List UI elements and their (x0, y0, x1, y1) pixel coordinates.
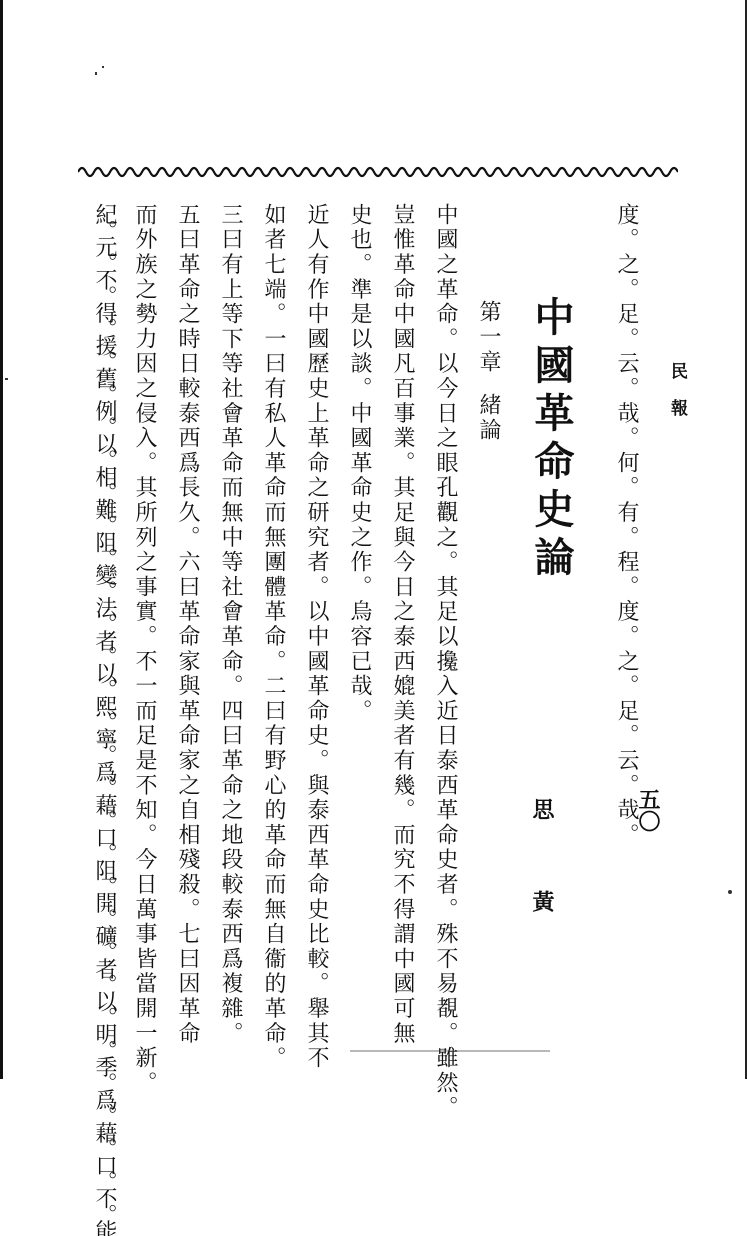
scan-speck (728, 890, 732, 894)
text-column: 豈惟革命中國凡百事業。其足與今日之泰西媲美者有幾。而究不得謂中國可無 (390, 203, 415, 1047)
chapter-heading (477, 300, 499, 443)
text-column: 三曰有上等下等社會革命而無中等社會革命。四曰革命之地段較泰西爲複雜。 (218, 203, 243, 1047)
scan-speck (95, 72, 97, 75)
continued-text: 度。之。足。云。哉。何。有。程。度。之。足。云。哉。 (614, 203, 639, 848)
text-column: 而外族之勢力因之侵入。其所列之事實。不一而足是不知。今日萬事皆當開一新。 (132, 203, 157, 1096)
chapter-name: 緒論 (476, 393, 501, 443)
scan-speck (102, 66, 104, 68)
text-column: 紀。元。不。得。援。舊。例。以。相。難。阻。變。法。者。以。熙。寧。爲。藉。口。阻。開。礦。者。以。明。季。爲。藉。口。不。能 (92, 203, 117, 1236)
page-left-edge (0, 0, 3, 1079)
journal-name: 民報 (667, 362, 687, 436)
text-column: 史也。準是以談。中國革命史之作。烏容已哉。 (347, 203, 372, 724)
page-number: 五〇 (635, 788, 661, 832)
text-column: 中國之革命。以今日之眼孔觀之。其足以攙入近日泰西革命史者。殊不易覩。雖然。 (433, 203, 458, 1121)
wavy-separator (78, 160, 678, 184)
text-column: 如者七端。一曰有私人革命而無團體革命。二曰有野心的革命而無自衞的革命。 (261, 203, 286, 1071)
scan-speck (350, 1050, 550, 1052)
article-author: 思黃 (529, 798, 555, 982)
chapter-number: 第一章 (476, 300, 501, 375)
scan-speck (5, 378, 8, 380)
text-column: 五曰革命之時日較泰西爲長久。六曰革命家與革命家之自相殘殺。七曰因革命 (175, 203, 200, 1047)
text-column: 近人有作中國歷史上革命之研究者。以中國革命史。與泰西革命史比較。舉其不 (304, 203, 329, 1071)
article-title: 中國革命史論 (528, 296, 575, 584)
